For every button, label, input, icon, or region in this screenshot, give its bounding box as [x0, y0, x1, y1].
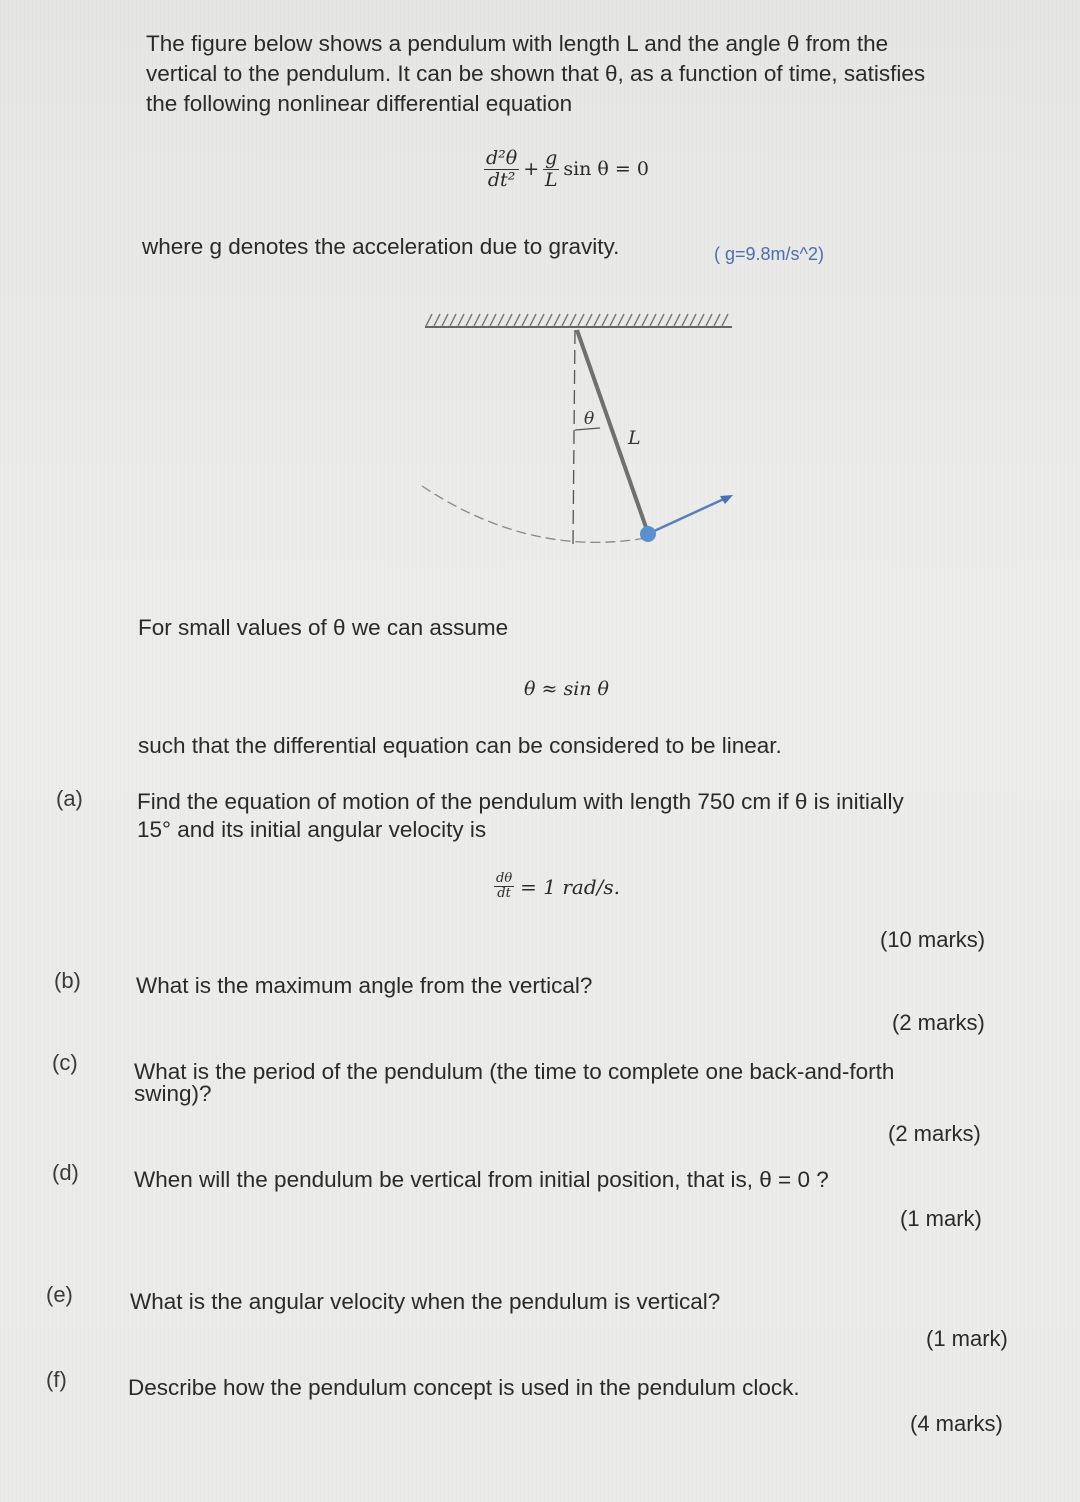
l-denominator: L — [544, 168, 558, 191]
part-c-text-1: What is the period of the pendulum (the time to complete one back-and-forth — [134, 1059, 895, 1084]
intro-line-1: The figure below shows a pendulum with length L and the angle θ from the — [146, 31, 889, 56]
g-over-l-fraction — [543, 148, 559, 191]
part-d-text: When will the pendulum be vertical from initial position, that is, θ = 0 ? — [134, 1167, 829, 1192]
part-c-text-2: swing)? — [134, 1081, 212, 1106]
length-label: L — [628, 427, 641, 449]
pendulum-figure — [400, 300, 760, 560]
part-a-text-1: Find the equation of motion of the pendulum with length 750 cm if θ is initially — [137, 789, 904, 814]
part-a-marks: (10 marks) — [880, 927, 986, 952]
small-angle-intro: For small values of θ we can assume — [138, 615, 509, 640]
part-b-marks: (2 marks) — [892, 1010, 985, 1035]
velocity-numerator: dθ — [496, 871, 513, 886]
part-b-text: What is the maximum angle from the vertical? — [136, 973, 593, 998]
initial-velocity-equation — [494, 872, 620, 902]
nonlinear-equation — [484, 148, 649, 191]
part-e-text: What is the angular velocity when the pendulum is vertical? — [130, 1289, 721, 1314]
plus-sign: + — [523, 158, 540, 181]
theta-label: θ — [584, 409, 595, 429]
velocity-arrow — [652, 498, 726, 532]
part-a-text-2: 15° and its initial angular velocity is — [137, 817, 487, 842]
ceiling-hatching — [426, 314, 728, 326]
gravity-note: ( g=9.8m/s^2) — [714, 244, 824, 264]
part-c-marks: (2 marks) — [888, 1121, 981, 1146]
second-derivative-denominator: dt² — [487, 168, 516, 191]
part-e-label: (e) — [46, 1282, 73, 1307]
linear-conclusion: such that the differential equation can be considered to be linear. — [138, 733, 782, 758]
intro-line-2: vertical to the pendulum. It can be shown that θ, as a function of time, satisfies — [146, 61, 926, 86]
velocity-denominator: dt — [497, 886, 511, 902]
part-a-label: (a) — [56, 786, 83, 811]
sin-term: sin θ = 0 — [563, 158, 649, 181]
second-derivative-numerator: d²θ — [486, 147, 518, 169]
part-d-label: (d) — [52, 1160, 79, 1185]
second-derivative-fraction — [484, 148, 519, 191]
part-f-marks: (4 marks) — [910, 1411, 1003, 1436]
vertical-reference-line — [573, 330, 575, 545]
pendulum-bob — [640, 526, 656, 542]
swing-arc — [422, 486, 646, 542]
g-numerator: g — [545, 147, 558, 169]
part-c-label: (c) — [52, 1050, 78, 1075]
part-f-text: Describe how the pendulum concept is used in the pendulum clock. — [128, 1375, 800, 1400]
part-f-label: (f) — [46, 1367, 67, 1392]
part-b-label: (b) — [54, 968, 81, 993]
gravity-text: where g denotes the acceleration due to gravity. — [142, 234, 620, 259]
intro-line-3: the following nonlinear differential equation — [146, 91, 573, 116]
velocity-value: = 1 rad/s. — [520, 874, 620, 899]
part-e-marks: (1 mark) — [926, 1326, 1008, 1351]
velocity-fraction — [494, 872, 514, 902]
small-angle-approx: θ ≈ sin θ — [524, 678, 609, 700]
part-d-marks: (1 mark) — [900, 1206, 982, 1231]
